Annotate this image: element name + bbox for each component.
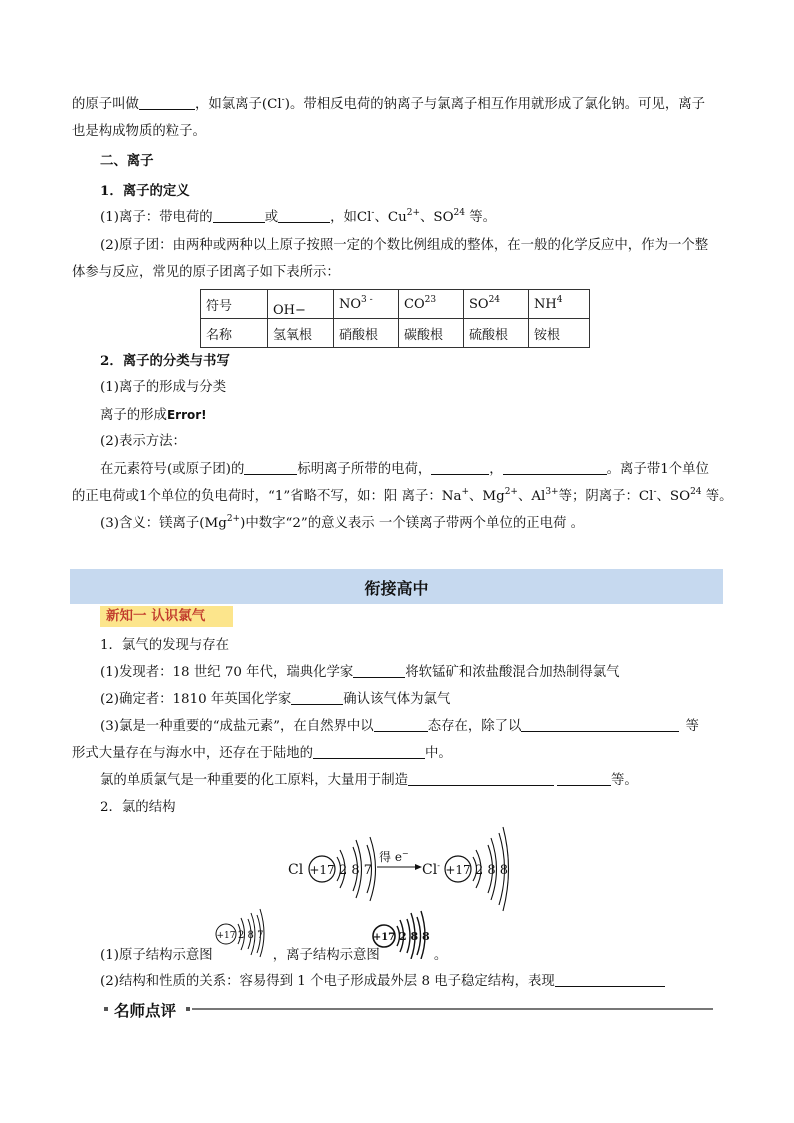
- representation-line-1: 在元素符号(或原子团)的 标明离子所带的电荷， ， 。离子带1个单位: [100, 462, 709, 477]
- table-cell: 硫酸根: [464, 319, 529, 348]
- table-row-symbol: [201, 290, 590, 319]
- table-cell: $NH^4$: [529, 290, 590, 319]
- table-cell: $NO^{3 -}$: [334, 290, 399, 319]
- svg-text:+17: +17: [216, 931, 236, 941]
- small-ion-structure-diagram: [371, 909, 433, 959]
- atom-shell-numbers: 2 8 7: [339, 863, 373, 878]
- existence-line-1: (3)氯是一种重要的“成盐元素”，在自然界中以 态存在，除了以 等: [100, 719, 699, 734]
- subheading-definition: 1．离子的定义: [100, 183, 190, 199]
- subheading-classification: 2．离子的分类与书写: [100, 353, 230, 369]
- divider: [192, 1008, 713, 1010]
- classification-1: (1)离子的形成与分类: [100, 380, 227, 395]
- intro-line-1: 的原子叫做 ，如氯离子(Cl-)。带相反电荷的钠离子与氯离子相互作用就形成了氯化钠。可见，离子: [72, 95, 706, 112]
- answer-blank[interactable]: [555, 972, 665, 987]
- table-cell: 碳酸根: [399, 319, 464, 348]
- svg-text:2 8 7: 2 8 7: [238, 930, 264, 941]
- new-knowledge-tag: 新知一 认识氯气: [100, 606, 233, 627]
- answer-blank[interactable]: [503, 460, 607, 475]
- svg-text:+17: +17: [309, 863, 335, 877]
- ion-symbol: Cl-: [422, 861, 440, 878]
- teacher-comment-label: 名师点评: [114, 1002, 177, 1020]
- table-row-name: [201, 319, 590, 348]
- table-cell: 铵根: [529, 319, 590, 348]
- structure-property-line: (2)结构和性质的关系：容易得到 1 个电子形成最外层 8 电子稳定结构，表现: [100, 972, 665, 992]
- table-cell: SO$^{24}$: [464, 290, 529, 319]
- atom-nucleus: [309, 856, 335, 882]
- answer-blank[interactable]: [291, 690, 343, 705]
- bullet-square-icon: [104, 1007, 108, 1011]
- section-banner: [70, 569, 723, 604]
- answer-blank[interactable]: [213, 208, 265, 223]
- discoverer-line: (1)发现者：18 世纪 70 年代，瑞典化学家 将软锰矿和浓盐酸混合加热制得氯气: [100, 665, 620, 680]
- intro-line-2: 也是构成物质的粒子。: [72, 124, 206, 139]
- chlorine-structure-heading: 2．氯的结构: [100, 800, 176, 815]
- classification-2: (2)表示方法：: [100, 434, 186, 449]
- atomic-group-table: [200, 289, 590, 348]
- answer-blank[interactable]: [408, 771, 554, 786]
- usage-line: 氯的单质氯气是一种重要的化工原料，大量用于制造 等。: [100, 773, 638, 788]
- atom-group-definition-1: (2)原子团：由两种或两种以上原子按照一定的个数比例组成的整体，在一般的化学反应中，作为一个整: [100, 238, 709, 253]
- bullet-square-icon: [186, 1007, 190, 1011]
- structure-diagram-line: (1)原子结构示意图 ，离子结构示意图 。: [100, 948, 448, 963]
- table-cell: OH−: [268, 290, 334, 319]
- chlorine-structure-diagram: [284, 823, 514, 913]
- atom-group-definition-2: 体参与反应，常见的原子团离子如下表所示：: [72, 265, 340, 280]
- answer-blank[interactable]: [521, 717, 679, 732]
- answer-blank[interactable]: [353, 663, 405, 678]
- section-heading: 二、离子: [100, 153, 154, 169]
- svg-text:2 8 8: 2 8 8: [399, 930, 430, 943]
- table-cell: CO$^{23}$: [399, 290, 464, 319]
- answer-blank[interactable]: [313, 744, 425, 759]
- ion-shell-numbers: 2 8 8: [475, 863, 509, 878]
- ion-definition: (1)离子：带电荷的 或 ，如Cl-、$Cu^{2+}$、SO$^{24}$ 等。: [100, 208, 497, 225]
- teacher-comment-header: [100, 997, 713, 1021]
- existence-line-2: 形式大量存在与海水中，还存在于陆地的 中。: [72, 746, 452, 761]
- answer-blank[interactable]: [139, 95, 195, 110]
- representation-line-2: 的正电荷或1个单位的负电荷时，“1”省略不写，如：阳 离子：Na+、$Mg^{2+}$、$Al^{3+}$等；阴离子：Cl-、SO$^{24}$ 等。: [72, 487, 733, 504]
- table-cell: 氢氧根: [268, 319, 334, 348]
- table-cell: 硝酸根: [334, 319, 399, 348]
- ion-nucleus: [445, 856, 471, 882]
- confirmer-line: (2)确定者：1810 年英国化学家 确认该气体为氯气: [100, 692, 451, 707]
- chlorine-discovery-heading: 1．氯气的发现与存在: [100, 638, 230, 653]
- svg-text:+17: +17: [372, 932, 396, 943]
- table-header-name: 名称: [201, 319, 268, 348]
- svg-text:得 e−: 得 e−: [379, 849, 409, 864]
- answer-blank[interactable]: [244, 460, 297, 475]
- svg-text:+17: +17: [445, 863, 471, 877]
- gain-electron-arrow: [377, 849, 422, 870]
- answer-blank[interactable]: [278, 208, 330, 223]
- answer-blank[interactable]: [374, 717, 428, 732]
- answer-blank[interactable]: [431, 460, 489, 475]
- atom-symbol: Cl: [288, 862, 304, 878]
- table-header-symbol: 符号: [201, 290, 268, 319]
- answer-blank[interactable]: [557, 771, 611, 786]
- ion-formation: 离子的形成Error!: [100, 408, 207, 423]
- small-atom-structure-diagram: [214, 907, 270, 959]
- meaning-line: (3)含义：镁离子$(Mg^{2+})$中数字“2”的意义表示 一个镁离子带两个单位的正电荷 。: [100, 514, 585, 531]
- banner-title: 衔接高中: [364, 579, 429, 598]
